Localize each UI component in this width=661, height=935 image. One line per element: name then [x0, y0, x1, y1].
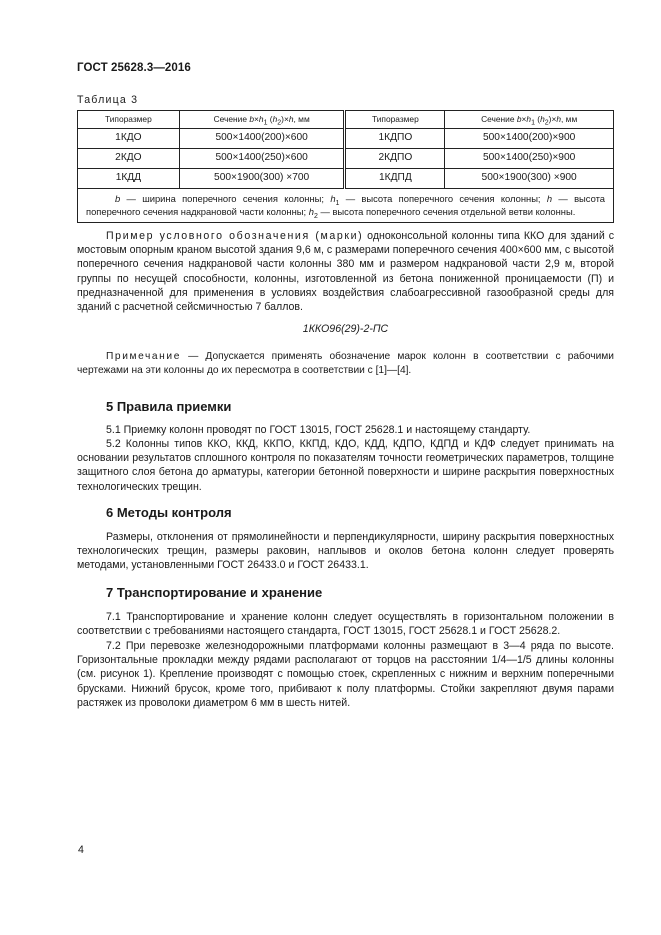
- column-header-section: Сечение $b\times h_1$ $(h_2)\times h$, мм: [179, 111, 345, 129]
- column-header-type: Типоразмер: [345, 111, 445, 129]
- paragraph-5-2: 5.2 Колонны типов ККО, ККД, ККПО, ККПД, КДО, КДД, КДПО, КДПД и КДФ следует принимать на основании результатов сплошного контроля по показателям точности геометрических параметров, толщине защитного слоя бетона до арматуры, категории бетонной поверхности и ширине раскрытия поверхностных технологических трещин.: [77, 438, 614, 493]
- page-number: 4: [78, 844, 84, 856]
- paragraph-5-1: 5.1 Приемку колонн проводят по ГОСТ 13015, ГОСТ 25628.1 и настоящему стандарту.: [106, 424, 531, 436]
- type-cell: 1КДО: [78, 129, 180, 149]
- section-cell: 500×1900(300) ×900: [445, 169, 614, 189]
- type-cell: 1КДД: [78, 169, 180, 189]
- type-cell: 2КДПО: [345, 149, 445, 169]
- sections-table: [77, 110, 614, 223]
- table-row: [78, 149, 614, 169]
- paragraph-7-1: 7.1 Транспортирование и хранение колонн следует осуществлять в горизонтальном положении в соответствии с требованиями настоящего стандарта, ГОСТ 13015, ГОСТ 25628.1 и ГОСТ 25628.2.: [77, 611, 614, 638]
- table-caption: Таблица 3: [77, 94, 139, 106]
- section-cell: 500×1400(200)×600: [179, 129, 345, 149]
- section-heading-5: 5 Правила приемки: [106, 399, 232, 414]
- section-cell: 500×1400(250)×600: [179, 149, 345, 169]
- table-row: [78, 169, 614, 189]
- section-heading-7: 7 Транспортирование и хранение: [106, 585, 323, 600]
- running-title: ГОСТ 25628.3—2016: [77, 62, 191, 74]
- note-paragraph: Примечание — Допускается применять обозначение марок колонн в соответствии с рабочими чертежами на эти колонны до их пересмотра в соответствии с [1]—[4].: [77, 351, 614, 377]
- designation-mark: 1ККО96(29)-2-ПС: [302, 323, 389, 335]
- column-header-type: Типоразмер: [78, 111, 180, 129]
- section-cell: 500×1400(200)×900: [445, 129, 614, 149]
- paragraph-6: Размеры, отклонения от прямолинейности и перпендикулярности, ширину раскрытия поверхностных технологических трещин, размеры раковин, наплывов и околов бетона колонн следует проверять методами, установленными ГОСТ 26433.0 и ГОСТ 26433.1.: [77, 531, 614, 572]
- section-cell: 500×1400(250)×900: [445, 149, 614, 169]
- table-header-row: [78, 111, 614, 129]
- table-row: [78, 129, 614, 149]
- section-heading-6: 6 Методы контроля: [106, 505, 232, 520]
- type-cell: 2КДО: [78, 149, 180, 169]
- paragraph-7-2: 7.2 При перевозке железнодорожными платформами колонны размещают в 3—4 ряда по высоте. Горизонтальные прокладки между рядами располагают от торцов на расстоянии 1/4—1/5 длины колонны (см. рисунок 1). Крепление производят с помощью стоек, скрепленных с нижним и верхним поперечными брусками. Нижний брусок, кроме того, прибивают к полу платформы. Стойки закрепляют двумя парами растяжек из проволоки диаметром 6 мм в шесть нитей.: [77, 640, 614, 709]
- designation-example: Пример условного обозначения (марки) одноконсольной колонны типа ККО для зданий с мостовым опорным краном высотой здания 9,6 м, с размерами поперечного сечения 400×600 мм, с высотой поперечного сечения надкрановой части колонны 380 мм и размером надкрановой части 2,9 м, второй группы по несущей способности, колонны, изготовленной из бетона пониженной проницаемости (П) и предназначенной для применения в условиях воздействия слабоагрессивной газообразной среды для зданий с расчетной сейсмичностью 7 баллов.: [77, 230, 614, 314]
- section-cell: 500×1900(300) ×700: [179, 169, 345, 189]
- column-header-section: Сечение $b\times h_1$ $(h_2)\times h$, мм: [445, 111, 614, 129]
- table-note-row: [78, 189, 614, 223]
- type-cell: 1КДПД: [345, 169, 445, 189]
- type-cell: 1КДПО: [345, 129, 445, 149]
- table-note: b — ширина поперечного сечения колонны; $h_1$ — высота поперечного сечения колонны; h — высота поперечного сечения надкрановой части колонны; $h_2$ — высота поперечного сечения отдельной ветви колонны.: [78, 189, 614, 223]
